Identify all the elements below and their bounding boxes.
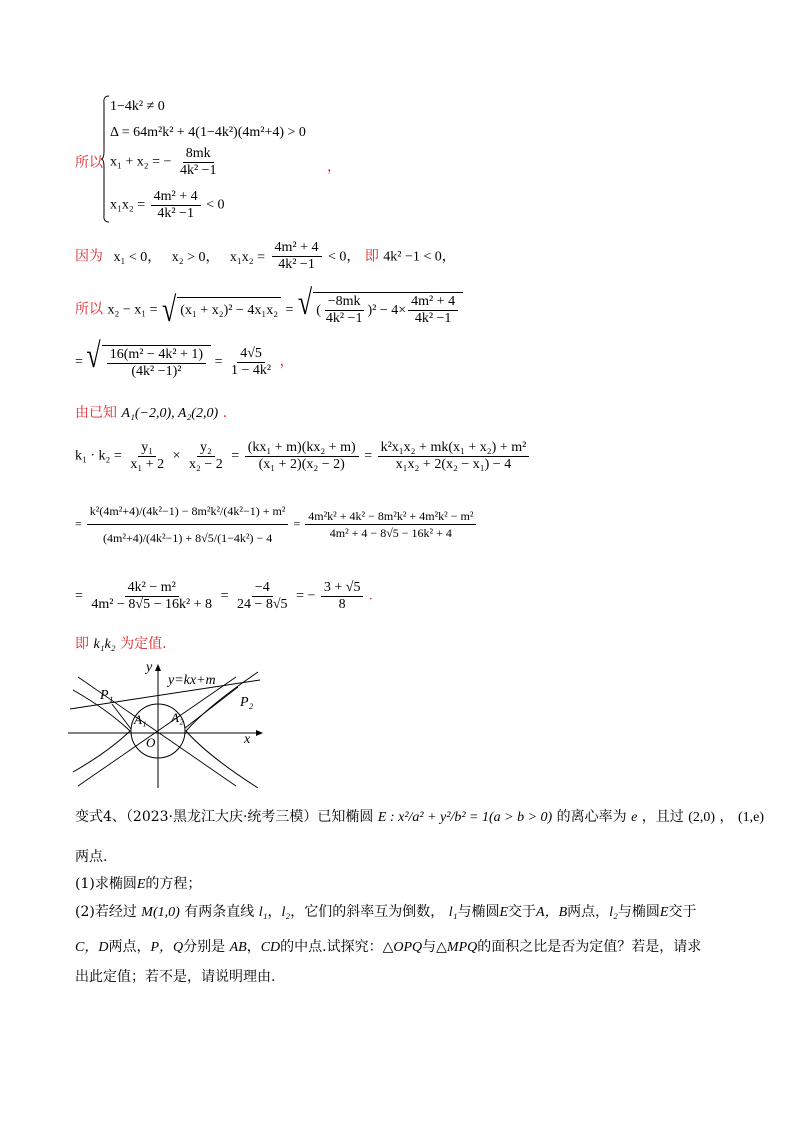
figure-line-label: y=kx+m xyxy=(168,673,216,688)
k-f4-den: x₁x₂ + 2(x₂ − x₁) − 4 xyxy=(395,457,512,472)
because-c3-right: < 0， xyxy=(327,249,361,265)
diff-r2b-den: 4k² −1 xyxy=(414,311,452,326)
q2-e2: E xyxy=(659,905,669,920)
k2-r-den: 4m² + 4 − 8√5 − 16k² + 4 xyxy=(329,526,452,540)
figure-a1-label: A₁ xyxy=(134,712,147,727)
q2-g: 两点， xyxy=(567,904,610,920)
system-line-2: Δ = 64m²k² + 4(1−4k²)(4m²+4) > 0 xyxy=(110,125,306,140)
q3-triangle-mpq: △MPQ xyxy=(436,940,478,955)
q2-m: M(1,0) xyxy=(141,905,180,920)
q3-e: 与 xyxy=(422,939,437,955)
because-c4: 4k² −1 < 0， xyxy=(383,249,456,265)
system-comma: ， xyxy=(327,159,341,175)
q1-rest: 的方程； xyxy=(145,876,202,892)
q3-cd-points: C，D xyxy=(75,940,109,955)
q3-ab: AB xyxy=(229,940,247,955)
problem-sep: ， xyxy=(719,809,734,825)
k3-c-den: 8 xyxy=(338,597,346,612)
q3-d: 的中点.试探究： xyxy=(280,939,383,955)
because-ji: 即 xyxy=(364,248,379,265)
diff2-res-num: 4√5 xyxy=(237,346,265,363)
k3-c-num: 3 + √5 xyxy=(321,580,364,597)
q2-h: 与椭圆 xyxy=(617,904,660,920)
x-axis-arrow xyxy=(256,730,263,736)
q3-f: 的面积之比是否为定值？若是，请求 xyxy=(477,939,702,955)
known-points: A₁(−2,0), A₂(2,0) xyxy=(121,406,219,421)
q3-cd: CD xyxy=(260,940,281,955)
q2-b: 有两条直线 xyxy=(184,904,255,920)
system-line-3-left: x₁ + x₂ = − xyxy=(110,154,172,170)
k3-period: . xyxy=(368,588,373,604)
conclusion-expr: k₁k₂ xyxy=(93,637,116,652)
k-times: × xyxy=(172,448,181,464)
so-label: 所以 xyxy=(75,155,103,171)
diff-label: 所以 xyxy=(75,301,103,318)
conclusion-ji: 即 xyxy=(75,636,89,652)
k3-b-num: −4 xyxy=(252,580,273,597)
diff-r2a-den: 4k² −1 xyxy=(325,311,363,326)
because-c1: x₁ < 0， xyxy=(113,249,162,265)
k3-a-den: 4m² − 8√5 − 16k² + 8 xyxy=(91,597,213,612)
q1-text: (1)求椭圆 xyxy=(75,876,137,892)
k-eq2: = xyxy=(364,448,373,464)
diff2-den: (4k² −1)² xyxy=(131,364,182,379)
k-f1-den: x₁ + 2 xyxy=(130,457,165,472)
k-f2-num: y₂ xyxy=(197,440,215,457)
diff2-num: 16(m² − 4k² + 1) xyxy=(107,347,206,364)
diff2-line: = √ $\frac{\text{16(m² − 4k² + 1)}}{\text{(4k² −1)²}}$ = $\frac{4√5}{\text{1 − 4k²}}$ ， xyxy=(75,336,294,379)
k-f3-den: (x₁ + 2)(x₂ − 2) xyxy=(258,457,345,472)
k3-a-num: 4k² − m² xyxy=(125,580,179,597)
k2-r-num: 4m²k² + 4k² − 8m²k² + 4m²k² − m² xyxy=(305,508,476,525)
system-line-3-den: 4k² −1 xyxy=(179,163,217,178)
system-line-4-right: < 0 xyxy=(206,197,225,213)
k3-eq2: = xyxy=(220,588,229,604)
q2-i: 交于 xyxy=(668,904,697,920)
system-line-4 xyxy=(110,189,225,222)
because-c3-left: x₁x₂ = xyxy=(229,249,266,265)
system-line-3-num: 8mk xyxy=(183,146,214,163)
known-label: 由已知 xyxy=(75,405,117,421)
diff2-eq: = xyxy=(75,354,83,370)
k-f1-num: y₁ xyxy=(138,440,156,457)
q3-b: 两点， xyxy=(108,939,151,955)
problem-eccentricity-text: 的离心率为 xyxy=(556,809,627,825)
because-c3-num: 4m² + 4 xyxy=(272,240,322,257)
diff-eq: = xyxy=(285,302,294,318)
k2-big-num: k²(4m²+4)/(4k²−1) − 8m²k²/(4k²−1) + m² xyxy=(87,498,289,525)
diff-line: 所以 x₂ − x₁ = √ (x₁ + x₂)² − 4x₁x₂ = √ ( $\frac{-8mk}{\text{4k² −1}}$ ) ² − 4× $\frac{\text{4m² + 4}}{\text{4k² −1}}$ xyxy=(75,292,463,327)
q2-l2: l₂ xyxy=(281,905,291,920)
problem-q4: 出此定值；若不是，请说明理由. xyxy=(75,969,276,985)
y-axis-arrow xyxy=(155,664,161,671)
q2-l2b: l₂ xyxy=(609,905,618,920)
q3-sep: ， xyxy=(246,939,261,955)
k3-line xyxy=(75,580,372,613)
k-f2-den: x₂ − 2 xyxy=(189,457,223,472)
problem-q3 xyxy=(75,936,701,956)
q3-triangle-opq: △OPQ xyxy=(382,940,423,955)
q2-c: ，它们的斜率互为倒数， xyxy=(290,904,445,920)
diff-r2b-num: 4m² + 4 xyxy=(408,294,458,311)
system-line-4-den: 4k² −1 xyxy=(157,206,194,221)
q2-l1: l₁ xyxy=(258,905,268,920)
problem-point-1: (2,0) xyxy=(688,810,716,825)
diff-r2a-num: −8mk xyxy=(325,294,364,311)
diff-r2-mid: ² − 4× xyxy=(372,302,407,318)
k-eq: = xyxy=(231,448,240,464)
problem-point-2: (1,e) xyxy=(737,810,765,825)
k-line xyxy=(75,440,531,473)
k3-eq3: = − xyxy=(296,588,316,604)
k-lhs: k₁ · k₂ = xyxy=(75,448,122,464)
system-line-3 xyxy=(110,146,222,179)
tangent-p2 xyxy=(185,687,238,728)
k3-eq: = xyxy=(75,588,83,604)
diff2-eq2: = xyxy=(214,354,223,370)
problem-passes: ，且过 xyxy=(641,809,684,825)
k2-eq2: = xyxy=(293,516,301,531)
q2-e: E xyxy=(499,905,509,920)
conclusion-line xyxy=(75,633,167,653)
problem-ellipse-eq: E : x²/a² + y²/b² = 1(a > b > 0) xyxy=(377,810,553,825)
because-c3-den: 4k² −1 xyxy=(278,257,315,272)
diff-root1: (x₁ + x₂)² − 4x₁x₂ xyxy=(177,297,281,323)
system-line-1: 1−4k² ≠ 0 xyxy=(110,99,165,114)
k2-big-den: (4m²+4)/(4k²−1) + 8√5/(1−4k²) − 4 xyxy=(103,531,273,545)
q2-a: (2)若经过 xyxy=(75,904,137,920)
k2-eq: = xyxy=(75,516,82,531)
q1-e: E xyxy=(136,877,146,892)
tangent-p1 xyxy=(112,704,131,729)
figure-p1-label: P₁ xyxy=(100,688,114,703)
figure-a2-label: A₂ xyxy=(171,710,184,725)
problem-intro: 变式4、（2023·黑龙江大庆·统考三模）已知椭圆 xyxy=(75,809,374,825)
k-f3-num: (kx₁ + m)(kx₂ + m) xyxy=(245,440,359,457)
figure-y-label: y xyxy=(146,662,153,675)
diff2-res-den: 1 − 4k² xyxy=(231,363,272,378)
q2-ab: A，B xyxy=(536,905,568,920)
q2-d: 与椭圆 xyxy=(457,904,500,920)
diff2-comma: ， xyxy=(279,354,294,370)
k-f4-num: k²x₁x₂ + mk(x₁ + x₂) + m² xyxy=(378,440,530,457)
q2-sep: ， xyxy=(267,904,282,920)
q3-pq: P，Q xyxy=(150,940,184,955)
problem-q1 xyxy=(75,873,201,893)
problem-q2 xyxy=(75,901,696,921)
diff-lhs: x₂ − x₁ = xyxy=(107,302,158,318)
because-line xyxy=(75,240,456,273)
q2-l1b: l₁ xyxy=(448,905,458,920)
problem-line-2: 两点. xyxy=(75,849,108,865)
known-line xyxy=(75,402,227,422)
problem-line-1 xyxy=(75,806,764,826)
figure-p2-label: P₂ xyxy=(240,695,254,710)
because-label: 因为 xyxy=(75,248,103,265)
figure-o-label: O xyxy=(146,735,156,750)
hyperbola-figure xyxy=(68,662,268,788)
system-brace xyxy=(100,95,110,223)
system-line-4-left: x₁x₂ = xyxy=(110,197,146,213)
system-line-4-num: 4m² + 4 xyxy=(151,189,201,206)
q3-c: 分别是 xyxy=(183,939,226,955)
k3-b-den: 24 − 8√5 xyxy=(236,597,288,612)
q2-f: 交于 xyxy=(508,904,537,920)
figure-x-label: x xyxy=(244,732,251,747)
problem-e: e xyxy=(631,810,638,825)
conclusion-text: 为定值. xyxy=(120,636,167,652)
known-period: . xyxy=(222,405,228,421)
k2-line xyxy=(75,498,478,551)
because-c2: x₂ > 0， xyxy=(171,249,220,265)
